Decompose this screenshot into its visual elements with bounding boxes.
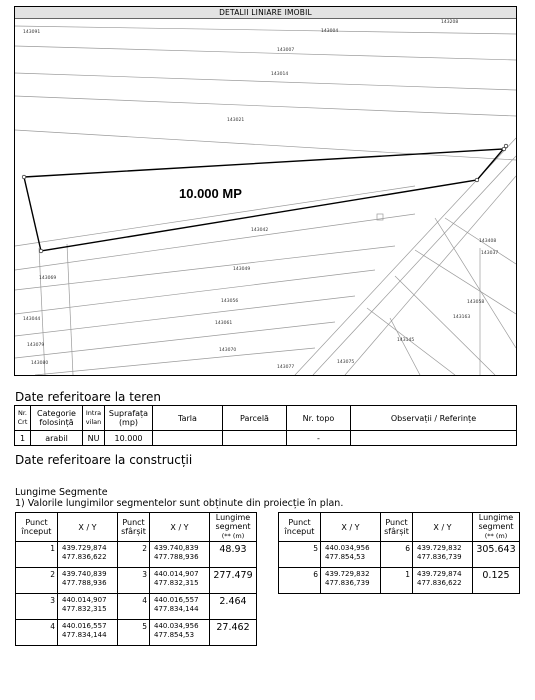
start-point: 3 xyxy=(16,594,58,620)
parcel-label: 143021 xyxy=(227,118,245,123)
header-length: Lungime segment (** (m) xyxy=(473,513,520,542)
cell-nr-crt: 1 xyxy=(15,431,31,446)
cell-tarla xyxy=(153,431,223,446)
header-nr-topo: Nr. topo xyxy=(287,406,351,431)
end-coords: 439.729,874 477.836,622 xyxy=(413,568,473,594)
teren-table xyxy=(14,405,517,446)
parcel-label: 143004 xyxy=(321,29,339,34)
header-nr-crt: Nr. Crt xyxy=(15,406,31,431)
start-point: 4 xyxy=(16,620,58,646)
header-observatii: Observații / Referințe xyxy=(351,406,517,431)
end-coords: 440.034,956 477.854,53 xyxy=(150,620,210,646)
parcel-label: 143075 xyxy=(337,360,355,365)
header-xy: X / Y xyxy=(321,513,381,542)
start-coords: 439.740,839 477.788,936 xyxy=(58,568,118,594)
segment-length: 0.125 xyxy=(473,568,520,594)
parcel-label: 143145 xyxy=(397,338,415,343)
segment-row xyxy=(279,542,520,568)
segment-row xyxy=(279,568,520,594)
header-end: Punct sfârșit xyxy=(381,513,413,542)
start-coords: 440.014,907 477.832,315 xyxy=(58,594,118,620)
header-categorie: Categorie folosință xyxy=(31,406,83,431)
start-coords: 440.016,557 477.834,144 xyxy=(58,620,118,646)
parcel-label: 143077 xyxy=(277,365,295,370)
start-point: 5 xyxy=(279,542,321,568)
parcel-label: 143044 xyxy=(23,317,41,322)
header-length: Lungime segment (** (m) xyxy=(210,513,257,542)
segment-row xyxy=(16,568,257,594)
parcel-label: 143042 xyxy=(251,228,269,233)
cell-categorie: arabil xyxy=(31,431,83,446)
header-xy: X / Y xyxy=(58,513,118,542)
parcel-label: 143069 xyxy=(39,276,57,281)
header-start: Punct început xyxy=(16,513,58,542)
parcel-label: 143037 xyxy=(481,251,499,256)
end-coords: 440.016,557 477.834,144 xyxy=(150,594,210,620)
end-point: 3 xyxy=(118,568,150,594)
teren-header-row xyxy=(15,406,517,431)
parcel-label: 143007 xyxy=(277,48,295,53)
start-point: 6 xyxy=(279,568,321,594)
start-coords: 439.729,832 477.836,739 xyxy=(321,568,381,594)
start-coords: 440.034,956 477.854,53 xyxy=(321,542,381,568)
start-point: 1 xyxy=(16,542,58,568)
map-title: DETALII LINIARE IMOBIL xyxy=(15,7,516,19)
parcel-label: 143080 xyxy=(31,361,49,366)
segment-row xyxy=(16,620,257,646)
parcel-label: 143091 xyxy=(23,30,41,35)
header-xy: X / Y xyxy=(413,513,473,542)
header-intravilan: Intra vilan xyxy=(83,406,105,431)
parcel-label: 143049 xyxy=(233,267,251,272)
parcel-label: 143061 xyxy=(215,321,233,326)
teren-heading: Date referitoare la teren xyxy=(15,390,161,404)
header-xy: X / Y xyxy=(150,513,210,542)
start-point: 2 xyxy=(16,568,58,594)
segments-table-left xyxy=(15,512,257,646)
segment-length: 277.479 xyxy=(210,568,257,594)
area-label: 10.000 MP xyxy=(179,186,242,201)
header-suprafata: Suprafața (mp) xyxy=(105,406,153,431)
parcel-label: 143079 xyxy=(27,343,45,348)
constructii-heading: Date referitoare la construcții xyxy=(15,453,193,467)
segment-row xyxy=(16,542,257,568)
end-point: 5 xyxy=(118,620,150,646)
cell-nr-topo: - xyxy=(287,431,351,446)
parcel-label: 143408 xyxy=(479,239,497,244)
cell-suprafata: 10.000 xyxy=(105,431,153,446)
cadastral-map xyxy=(15,18,516,375)
parcel-label: 143014 xyxy=(271,72,289,77)
cell-intravilan: NU xyxy=(83,431,105,446)
segment-row xyxy=(16,594,257,620)
header-tarla: Tarla xyxy=(153,406,223,431)
header-start: Punct început xyxy=(279,513,321,542)
parcel-label: 143163 xyxy=(453,315,471,320)
segment-length: 305.643 xyxy=(473,542,520,568)
segments-header-row xyxy=(16,513,257,542)
end-point: 2 xyxy=(118,542,150,568)
segmente-heading: Lungime Segmente xyxy=(15,487,108,498)
end-point: 4 xyxy=(118,594,150,620)
cell-parcela xyxy=(223,431,287,446)
header-parcela: Parcelă xyxy=(223,406,287,431)
header-end: Punct sfârșit xyxy=(118,513,150,542)
end-coords: 440.014,907 477.832,315 xyxy=(150,568,210,594)
end-coords: 439.740,839 477.788,936 xyxy=(150,542,210,568)
end-point: 1 xyxy=(381,568,413,594)
segment-length: 2.464 xyxy=(210,594,257,620)
segments-header-row xyxy=(279,513,520,542)
segments-table-right xyxy=(278,512,520,594)
start-coords: 439.729,874 477.836,622 xyxy=(58,542,118,568)
parcel-label: 143056 xyxy=(221,299,239,304)
segmente-note: 1) Valorile lungimilor segmentelor sunt obținute din proiecție în plan. xyxy=(15,498,344,509)
plan-map xyxy=(14,6,517,376)
parcel-label: 143070 xyxy=(219,348,237,353)
end-point: 6 xyxy=(381,542,413,568)
cell-observatii xyxy=(351,431,517,446)
teren-row xyxy=(15,431,517,446)
parcel-label: 143208 xyxy=(441,20,459,25)
parcel-label: 143058 xyxy=(467,300,485,305)
segment-length: 27.462 xyxy=(210,620,257,646)
end-coords: 439.729,832 477.836,739 xyxy=(413,542,473,568)
segment-length: 48.93 xyxy=(210,542,257,568)
